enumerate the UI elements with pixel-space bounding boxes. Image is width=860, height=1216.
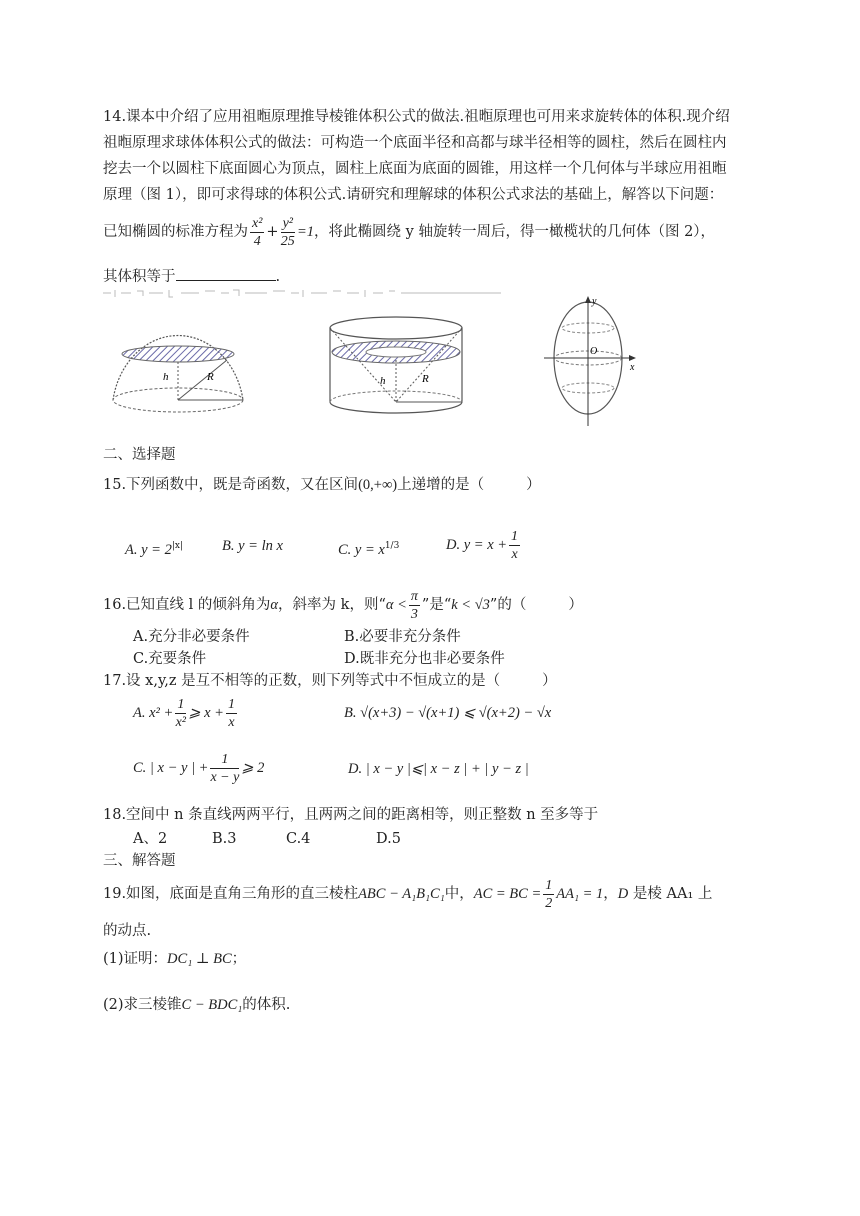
- q15-a-sup: |x|: [171, 541, 183, 551]
- q15-option-a[interactable]: [125, 528, 183, 568]
- fig2-label-x: x: [630, 362, 635, 373]
- q17-a-pre: A. x² +: [133, 705, 174, 721]
- q18-stem: 18.空间中 n 条直线两两平行，且两两之间的距离相等，则正整数 n 至多等于: [103, 807, 599, 823]
- fig2-label-y: y: [592, 296, 597, 307]
- q17-close-paren: ）: [542, 673, 557, 689]
- q15-a-text: A. y = 2: [125, 541, 172, 558]
- q15-d-fraction: $\frac{1}{x}$: [511, 528, 519, 562]
- q17-c-pre: C. | x − y | +: [133, 760, 209, 776]
- fig1-label-h: h: [163, 371, 169, 383]
- q19-line2: 的动点.: [103, 923, 152, 939]
- q17-a-mid: ⩾ x +: [188, 705, 224, 721]
- q16-stem-pre: 16.已知直线 l 的倾斜角为: [103, 597, 271, 613]
- q15-option-b[interactable]: B. y = ln x: [222, 538, 283, 554]
- q18-option-a[interactable]: A、2: [133, 831, 168, 847]
- fig1-label-R: R: [207, 371, 214, 383]
- q19-part1-math: DC₁ ⊥ BC: [167, 951, 232, 967]
- q18-option-d[interactable]: D.5: [376, 831, 401, 847]
- q19-comma: ，: [603, 886, 618, 902]
- q14-line6-period: .: [275, 269, 281, 285]
- q15-option-d[interactable]: [446, 522, 522, 568]
- q15-stem-pre: 15.下列函数中，既是奇函数，又在区间: [103, 477, 359, 493]
- q14-line5-pre: 已知椭圆的标准方程为: [103, 224, 248, 240]
- q19-stem: [103, 874, 712, 914]
- q19-stem-post: 是棱 AA₁ 上: [628, 886, 713, 902]
- q15-d-text: D. y = x +: [446, 537, 508, 553]
- q18-option-c[interactable]: C.4: [286, 831, 311, 847]
- q19-point-d: D: [617, 886, 629, 902]
- q17-option-d[interactable]: D. | x − y |⩽| x − z | + | y − z |: [348, 761, 529, 777]
- q17-a-frac2: $\frac{1}{x}$: [227, 696, 235, 730]
- q17-c-post: ⩾ 2: [241, 760, 265, 776]
- q14-line1: 14.课本中介绍了应用祖暅原理推导棱锥体积公式的做法.祖暅原理也可用来求旋转体的体积.现介绍: [103, 109, 730, 125]
- q15-stem: [103, 474, 541, 496]
- figure-cylinder-cone: [316, 304, 476, 422]
- figure-hemisphere: [103, 304, 253, 422]
- q14-line5: [103, 214, 715, 250]
- q16-option-d[interactable]: D.既非充分也非必要条件: [344, 651, 505, 667]
- q14-line6: [103, 264, 280, 288]
- q16-stem-mid2: ”是“: [421, 597, 452, 613]
- q14-line4: 原理（图 1），即可求得球的体积公式.请研究和理解球的体积公式求法的基础上，解答以下问题：: [103, 187, 724, 203]
- q19-eq-pre: AC = BC =: [473, 886, 542, 902]
- q16-stem-mid1: ，斜率为 k，则“: [278, 597, 386, 613]
- fig1b-label-R: R: [422, 373, 429, 385]
- q19-stem-mid: 中，: [444, 886, 474, 902]
- q16-alpha: α: [270, 597, 279, 613]
- q19-part2-end: 的体积.: [242, 997, 291, 1013]
- q16-stem-post: ”的（: [489, 597, 527, 613]
- q15-close-paren: ）: [526, 477, 541, 493]
- q15-interval: (0,+∞): [358, 477, 398, 493]
- q19-part1: [103, 948, 246, 970]
- q19-half-fraction: $\frac{1}{2}$: [545, 877, 553, 911]
- q19-prism: ABC − A₁B₁C₁: [358, 886, 445, 902]
- ellipse-y-fraction: $\frac{\text{y²}}{25}$: [280, 215, 295, 249]
- q16-option-b[interactable]: B.必要非充分条件: [344, 629, 461, 645]
- q19-part2-pre: (2)求三棱锥: [103, 997, 182, 1013]
- q19-part2-math: C − BDC₁: [181, 997, 243, 1013]
- q19-stem-pre: 19.如图，底面是直角三角形的直三棱柱: [103, 886, 359, 902]
- q14-line5-post: ，将此椭圆绕 y 轴旋转一周后，得一橄榄状的几何体（图 2），: [314, 224, 716, 240]
- figure-ellipsoid: [538, 294, 642, 434]
- q17-option-b[interactable]: B. √(x+3) − √(x+1) ⩽ √(x+2) − √x: [344, 705, 552, 721]
- ellipse-x-fraction: $\frac{\text{x²}}{4}$: [252, 215, 263, 249]
- q19-part1-end: ；: [231, 951, 247, 967]
- q16-cond2: k < √3: [451, 597, 490, 613]
- q17-stem: [103, 670, 557, 692]
- q15-option-c[interactable]: [338, 528, 399, 568]
- q16-stem: [103, 586, 583, 624]
- q17-option-c[interactable]: [133, 746, 264, 790]
- q17-c-fraction: $\frac{1}{x - y}$: [210, 751, 240, 785]
- q16-close-paren: ）: [568, 597, 583, 613]
- section-heading-answer: 三、解答题: [103, 853, 176, 869]
- q16-pi-fraction: $\frac{\pi}{3}$: [410, 588, 418, 622]
- q14-line2: 祖暅原理求球体体积公式的做法：可构造一个底面半径和高都与球半径相等的圆柱，然后在圆柱内: [103, 135, 727, 151]
- q17-a-frac1: $\frac{1}{\text{x²}}$: [175, 696, 187, 730]
- ellipse-rhs: =1: [297, 224, 315, 240]
- section-heading-choice: 二、选择题: [103, 447, 176, 463]
- q14-line6-text: 其体积等于: [103, 269, 176, 285]
- q16-cond1: α <: [385, 597, 407, 613]
- fig2-label-O: O: [590, 346, 598, 357]
- q19-part1-pre: (1)证明：: [103, 951, 168, 967]
- plus-sign: +: [266, 224, 279, 240]
- q16-option-c[interactable]: C.充要条件: [133, 651, 207, 667]
- q16-option-a[interactable]: A.充分非必要条件: [133, 629, 250, 645]
- answer-blank[interactable]: [176, 264, 276, 281]
- q14-line3: 挖去一个以圆柱下底面圆心为顶点，圆柱上底面为底面的圆锥，用这样一个几何体与半球应用祖暅: [103, 161, 727, 177]
- q18-option-b[interactable]: B.3: [212, 831, 237, 847]
- fig1b-label-h: h: [380, 375, 386, 387]
- q15-c-sup: 1/3: [384, 541, 400, 551]
- q19-eq-post: AA₁ = 1: [556, 886, 604, 902]
- q19-part2: [103, 994, 290, 1016]
- q15-stem-post: 上递增的是（: [397, 477, 485, 493]
- scan-noise: [103, 286, 501, 300]
- q15-c-text: C. y = x: [338, 541, 385, 558]
- q17-option-a[interactable]: [133, 692, 239, 734]
- q17-stem-text: 17.设 x,y,z 是互不相等的正数，则下列等式中不恒成立的是（: [103, 673, 501, 689]
